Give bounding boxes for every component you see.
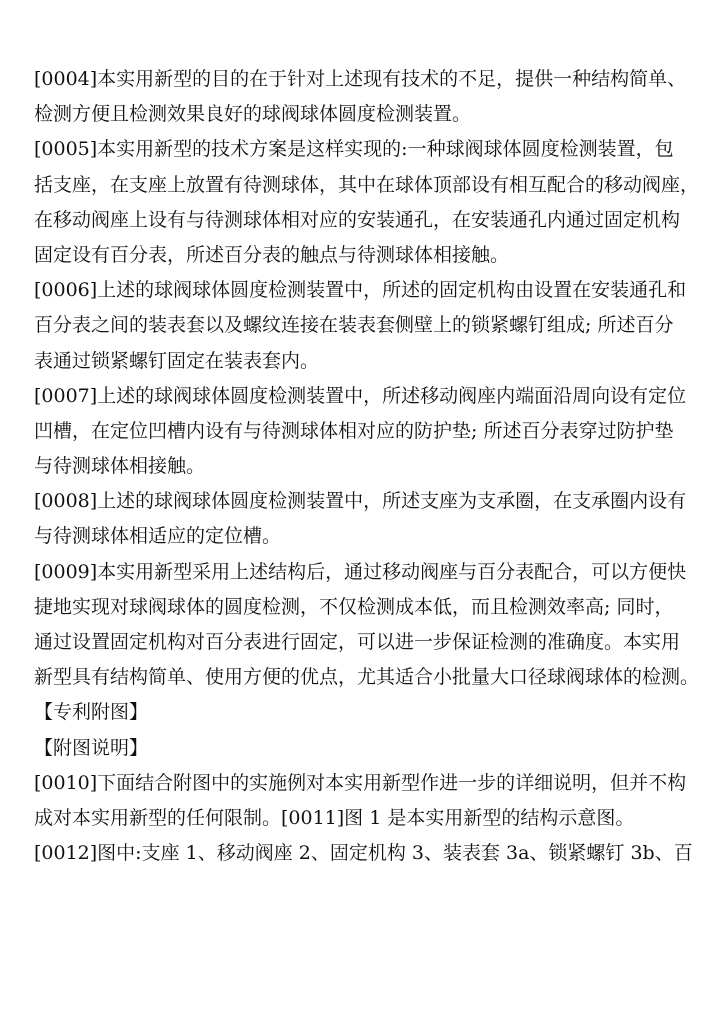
paragraph-0004-line-1: [0004]本实用新型的目的在于针对上述现有技术的不足，提供一种结构简单、 xyxy=(34,68,687,90)
paragraph-0009-line-3: 通过设置固定机构对百分表进行固定，可以进一步保证检测的准确度。本实用 xyxy=(34,631,681,653)
paragraph-0006-line-3: 表通过锁紧螺钉固定在装表套内。 xyxy=(34,349,320,372)
paragraph-0005-line-2: 括支座，在支座上放置有待测球体，其中在球体顶部设有相互配合的移动阀座， xyxy=(34,173,700,196)
paragraph-0009-line-4: 新型具有结构简单、使用方便的优点，尤其适合小批量大口径球阀球体的检测。 xyxy=(34,666,700,689)
paragraph-0012-line-1: [0012]图中:支座 1、移动阀座 2、固定机构 3、装表套 3a、锁紧螺钉 3b、百 xyxy=(34,842,693,865)
paragraph-0009-line-2: 捷地实现对球阀球体的圆度检测，不仅检测成本低，而且检测效率高; 同时， xyxy=(34,595,674,618)
paragraph-0010-line-1: [0010]下面结合附图中的实施例对本实用新型作进一步的详细说明，但并不构 xyxy=(34,771,687,794)
section-heading-drawing-description: 【附图说明】 xyxy=(34,736,149,759)
paragraph-0006-line-1: [0006]上述的球阀球体圆度检测装置中，所述的固定机构由设置在安装通孔和 xyxy=(34,279,687,302)
paragraph-0004-line-2: 检测方便且检测效果良好的球阀球体圆度检测装置。 xyxy=(34,103,472,126)
paragraph-0009-line-1: [0009]本实用新型采用上述结构后，通过移动阀座与百分表配合，可以方便快 xyxy=(34,560,687,583)
paragraph-0006-line-2: 百分表之间的装表套以及螺纹连接在装表套侧壁上的锁紧螺钉组成; 所述百分 xyxy=(34,314,674,337)
paragraph-0008-line-2: 与待测球体相适应的定位槽。 xyxy=(34,525,282,548)
paragraph-0007-line-1: [0007]上述的球阀球体圆度检测装置中，所述移动阀座内端面沿周向设有定位 xyxy=(34,384,687,407)
paragraph-0008-line-1: [0008]上述的球阀球体圆度检测装置中，所述支座为支承圈，在支承圈内设有 xyxy=(34,490,687,513)
paragraph-0010-line-2: 成对本实用新型的任何限制。[0011]图 1 是本实用新型的结构示意图。 xyxy=(34,806,635,829)
paragraph-0005-line-4: 固定设有百分表，所述百分表的触点与待测球体相接触。 xyxy=(34,243,510,266)
paragraph-0005-line-1: [0005]本实用新型的技术方案是这样实现的:一种球阀球体圆度检测装置，包 xyxy=(34,138,674,161)
paragraph-0007-line-2: 凹槽，在定位凹槽内设有与待测球体相对应的防护垫; 所述百分表穿过防护垫 xyxy=(34,419,674,442)
patent-text-body xyxy=(34,62,702,871)
section-heading-drawings: 【专利附图】 xyxy=(34,701,149,724)
paragraph-0007-line-3: 与待测球体相接触。 xyxy=(34,455,206,478)
paragraph-0005-line-3: 在移动阀座上设有与待测球体相对应的安装通孔，在安装通孔内通过固定机构 xyxy=(34,208,681,231)
